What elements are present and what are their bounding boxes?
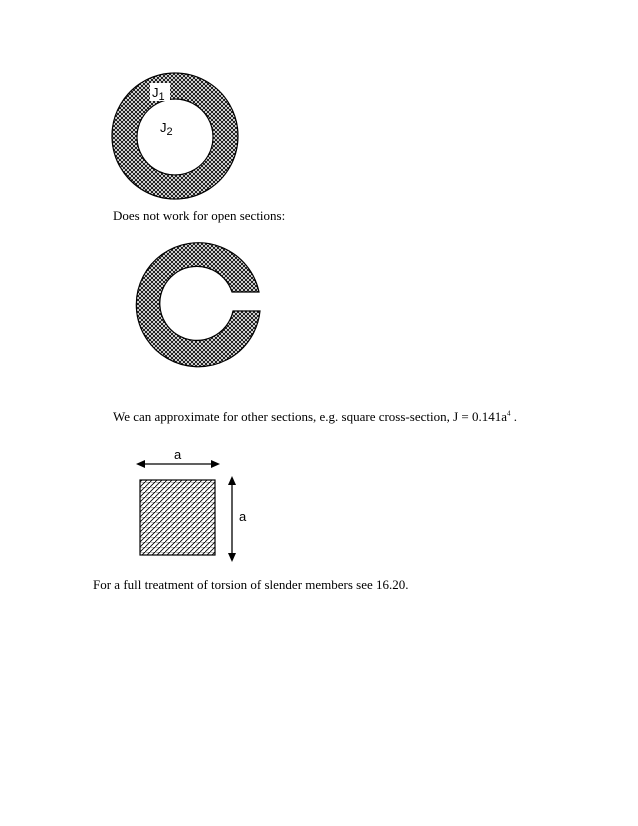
width-label: a: [174, 447, 182, 462]
ring-inner-label: $J_2$: [160, 120, 173, 138]
approximation-exponent: 4: [507, 409, 511, 418]
square-section-figure: [130, 442, 260, 567]
square-section: [140, 480, 215, 555]
closed-ring: [112, 73, 238, 199]
inner-label-sub: 2: [166, 126, 173, 138]
approximation-text: [113, 409, 517, 425]
outer-label-sub: 1: [158, 91, 165, 103]
open-sections-caption: Does not work for open sections:: [113, 208, 286, 223]
approximation-text-end: .: [510, 409, 517, 424]
open-ring: [136, 243, 260, 367]
open-ring-figure: [130, 236, 270, 372]
height-label: a: [239, 509, 247, 524]
closed-ring-figure: [100, 68, 250, 208]
approximation-text-main: We can approximate for other sections, e.g. square cross-section, J = 0.141a: [113, 409, 507, 424]
ring-outer-label: $J_1$: [152, 85, 165, 103]
closing-text: For a full treatment of torsion of slender members see 16.20.: [93, 577, 409, 592]
